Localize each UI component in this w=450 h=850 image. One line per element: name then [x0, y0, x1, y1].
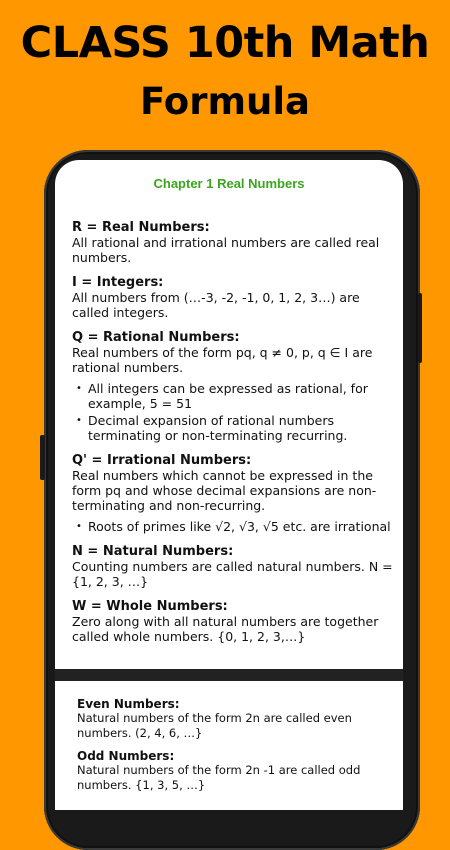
chapter-title: Chapter 1 Real Numbers	[153, 176, 305, 191]
promo-title: CLASS 10th Math	[20, 18, 430, 68]
section-text: All rational and irrational numbers are called real numbers.	[72, 235, 380, 265]
section-text: Real numbers of the form pq, q ≠ 0, p, q ∈ I are rational numbers.	[72, 345, 373, 375]
section-odd-numbers	[77, 749, 392, 793]
section-integers	[72, 275, 397, 320]
formula-content	[72, 220, 397, 654]
bullet-list	[72, 519, 397, 534]
section-title: I = Integers:	[72, 275, 164, 290]
section-natural-numbers	[72, 544, 397, 589]
section-text: Real numbers which cannot be expressed in the form pq and whose decimal expansions are non-terminating and non-recurring.	[72, 468, 377, 513]
section-real-numbers	[72, 220, 397, 265]
section-even-numbers	[77, 697, 392, 741]
section-text: Counting numbers are called natural numbers. N = {1, 2, 3, …}	[72, 559, 393, 589]
bullet-item: • Roots of primes like √2, √3, √5 etc. are irrational	[72, 519, 397, 534]
content-divider	[55, 669, 403, 681]
phone-power-button	[418, 293, 422, 363]
section-title: Even Numbers:	[77, 697, 180, 711]
bullet-list	[72, 381, 397, 443]
section-text: All numbers from (…-3, -2, -1, 0, 1, 2, 3…) are called integers.	[72, 290, 360, 320]
section-title: Odd Numbers:	[77, 749, 175, 763]
section-text: Zero along with all natural numbers are together called whole numbers. {0, 1, 2, 3,…}	[72, 614, 379, 644]
section-whole-numbers	[72, 599, 397, 644]
bullet-item: • Decimal expansion of rational numbers terminating or non-terminating recurring.	[72, 413, 397, 443]
section-text: Natural numbers of the form 2n are called even numbers. (2, 4, 6, …}	[77, 711, 352, 740]
section-title: R = Real Numbers:	[72, 220, 210, 235]
formula-content-lower	[77, 697, 392, 801]
promo-subtitle: Formula	[140, 80, 310, 123]
section-irrational-numbers	[72, 453, 397, 534]
section-title: N = Natural Numbers:	[72, 544, 234, 559]
section-title: W = Whole Numbers:	[72, 599, 228, 614]
section-title: Q' = Irrational Numbers:	[72, 453, 252, 468]
phone-screen-lower	[55, 681, 403, 800]
section-rational-numbers	[72, 330, 397, 443]
bullet-item: • All integers can be expressed as rational, for example, 5 = 51	[72, 381, 397, 411]
phone-side-button	[40, 435, 45, 480]
section-title: Q = Rational Numbers:	[72, 330, 240, 345]
section-text: Natural numbers of the form 2n -1 are called odd numbers. {1, 3, 5, …}	[77, 763, 361, 792]
